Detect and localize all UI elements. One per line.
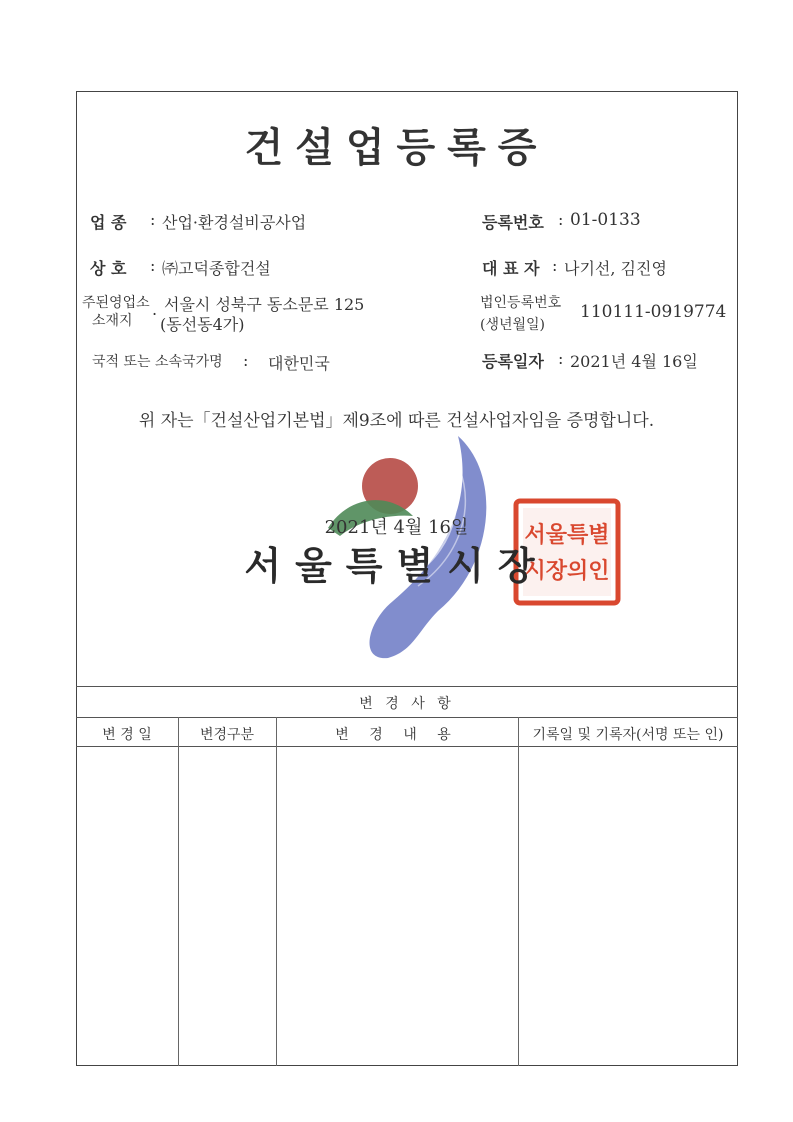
column-header-change-content: 변 경 내 용 [335,727,459,743]
table-top-border [76,686,738,687]
column-header-change-type: 변경구분 [199,727,255,743]
column-divider [178,717,179,1066]
nationality-label: 국적 또는 소속국가명 [92,354,223,370]
issuer-name: 서울특별시장 [244,543,549,588]
issue-date: 2021년 4월 16일 [324,517,469,538]
office-location-value-2: (동선동4가) [160,315,245,334]
representative-colon: : [552,256,558,275]
svg-text:서울특별: 서울특별 [524,523,610,548]
changes-table [76,686,738,1066]
nationality-value: 대한민국 [268,354,330,373]
registration-date-colon: : [558,349,564,368]
business-type-value: 산업·환경설비공사업 [162,213,307,232]
column-header-change-date: 변 경 일 [102,727,152,743]
office-location-label: 주된영업소 [82,295,150,311]
representative-value: 나기선, 김진영 [564,259,667,278]
corporate-registration-label-2: (생년월일) [480,317,546,333]
registration-number-value: 01-0133 [570,210,641,230]
office-location-colon: . [152,300,158,319]
table-header-divider [76,746,738,747]
registration-date-label: 등록일자 [482,352,544,371]
registration-number-colon: : [558,210,564,229]
corporate-registration-label: 법인등록번호 [480,295,562,311]
changes-table-title: 변 경 사 항 [359,696,455,712]
svg-text:시장의인: 시장의인 [524,559,610,584]
office-location-label-2: 소재지 [92,313,133,329]
business-type-colon: : [150,210,156,229]
certification-statement: 위 자는「건설산업기본법」제9조에 따른 건설사업자임을 증명합니다. [138,411,655,431]
trade-name-colon: : [150,256,156,275]
column-divider [518,717,519,1066]
certificate-title: 건설업등록증 [244,124,549,171]
business-type-label: 업 종 [90,213,127,232]
nationality-colon: : [243,351,249,370]
table-title-divider [76,717,738,718]
registration-number-label: 등록번호 [482,213,544,232]
representative-label: 대 표 자 [482,259,540,278]
column-divider [276,717,277,1066]
registration-date-value: 2021년 4월 16일 [570,352,698,371]
trade-name-value: ㈜고덕종합건설 [162,259,271,278]
column-header-recorder: 기록일 및 기록자(서명 또는 인) [532,727,724,743]
corporate-registration-value: 110111-0919774 [580,302,727,322]
office-location-value: 서울시 성북구 동소문로 125 [164,295,365,314]
trade-name-label: 상 호 [90,259,127,278]
